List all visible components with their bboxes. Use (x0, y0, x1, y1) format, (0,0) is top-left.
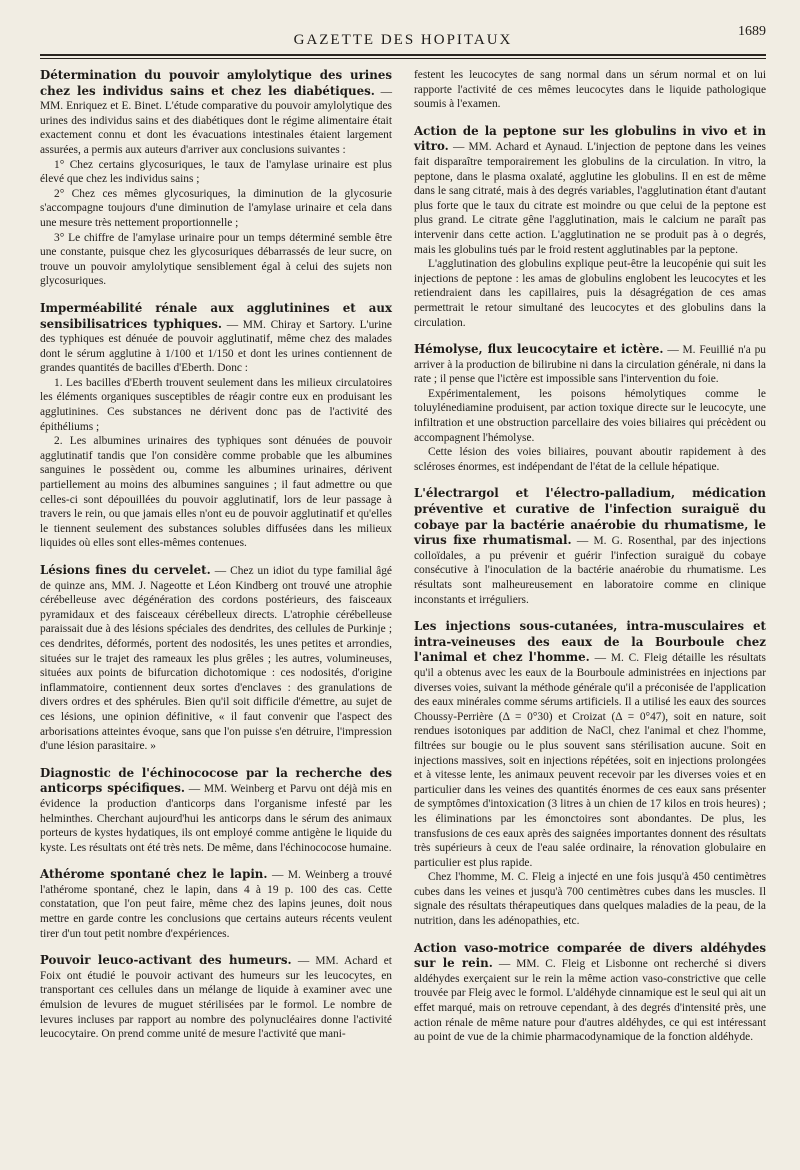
article (414, 486, 766, 607)
article-body: — M. C. Fleig détaille les résultats qu'il a obtenus avec les eaux de la Bourboule administrées en injections par diverses voies, suivant la méthode générale qu'il a préconisée de l'application des eaux minérales comme sérums artificiels. Il a utilisé les eaux des sources Choussy-Perrière (Δ = 0°30) et Croizat (Δ = 0°47), soit en nature, soit rendues isotoniques par addition de NaCl, chez l'animal et chez l'homme, filtrées sur bougie ou le plus souvent sans stérilisation aucune. Soit en injections massives, soit en injections répétées, soit en injections prolongées et à vitesse lente, les animaux peuvent recevoir par les diverses voies et en particulier dans les veines des quantités énormes de ces eaux sans présenter de symptômes d'intoxication (3 litres à un chien de 17 kilos en trois heures) ; les éliminations par les émonctoires sont abondantes. De plus, les transfusions de ces eaux après des saignées importantes donnent des résultats très supérieurs à ceux de l'eau salée ordinaire, la rénovation globulaire en particulier est plus rapide. (414, 652, 766, 869)
article-paragraph (40, 187, 392, 231)
article-body: — MM. Achard et Foix ont étudié le pouvoir activant des humeurs sur les leucocytes, en transportant ces cellules dans un mélange de liquide à examiner avec une émulsion de levures de muguet stérilisées par le formol. Le nombre de levures incluses par rapport au nombre des polynucléaires donne l'activité leucocytaire. On prend comme unité de mesure l'activité que mani- (40, 955, 392, 1041)
article-heading: Hémolyse, flux leucocytaire et ictère. (414, 342, 664, 357)
article-paragraph (40, 376, 392, 434)
article-body: — M. Feuillié n'a pu arriver à la production de bilirubine ni dans la circulation générale, ni dans la rate ; il pense que l'ictère est impossible sans l'intervention du foie. (414, 344, 766, 386)
article-paragraph (40, 953, 392, 1042)
article-body: 1° Chez certains glycosuriques, le taux de l'amylase urinaire est plus élevé que chez les individus sains ; (40, 158, 392, 186)
article-body: — MM. Chiray et Sartory. L'urine des typhiques est dénuée de pouvoir agglutinatif, même chez des malades dont le sérum agglutine à 1/100 et 1/150 et dont les urines contiennent de grandes quantités de bacilles d'Eberth. Donc : (40, 318, 392, 375)
article-body: — MM. Achard et Aynaud. L'injection de peptone dans les veines fait disparaître temporairement les globulins de la circulation. In vitro, la peptone, dans le plasma oxalaté, agglutine les globulins. Il en est de même dans le sang citraté, mais à des degrés variables, l'agglutination étant d'autant plus forte que le taux du citrate est moindre ou que celui de la peptone est plus grand. Le citrate gêne l'agglutination, mais le calcium ne paraît pas intervenir dans cette action. L'agglutination ne se produit pas à o degrés, mais les globulins tués par le froid restent agglutinables par la peptone. (414, 141, 766, 256)
article (414, 619, 766, 928)
article-body: — MM. C. Fleig et Lisbonne ont recherché si divers aldéhydes exerçaient sur le rein la même action vaso-constrictive que celle trouvée par Fleig avec le formol. L'aldéhyde cinnamique est le seul qui ait un effet marqué, mais on retrouve cependant, à des degrés d'intensité près, une action rénale de même nature pour d'autres aldéhydes, ce qui est intéressant au point de vue de la chimie pharmacodynamique de la fonction aldéhyde. (414, 958, 766, 1044)
page-header (40, 0, 766, 58)
article-heading: Lésions fines du cervelet. (40, 563, 211, 577)
article-heading: Imperméabilité rénale aux agglutinines et aux sensibilisatrices typhiques. (40, 300, 392, 331)
article-paragraph (40, 434, 392, 551)
article-body: 3° Le chiffre de l'amylase urinaire pour un temps déterminé semble être une constante, puisque chez les glycosuriques débarrassés de leur sucre, on trouve un pouvoir amylolytique sensiblement égal à celui des sujets non glycosuriques. (40, 231, 392, 288)
article-heading: Diagnostic de l'échinococose par la recherche des anticorps spécifiques. (40, 765, 392, 796)
journal-title: GAZETTE DES HOPITAUX (293, 32, 513, 48)
article-paragraph (414, 486, 766, 607)
article-paragraph (40, 867, 392, 941)
article-body: 1. Les bacilles d'Eberth trouvent seulement dans les milieux circulatoires les éléments organiques susceptibles de réagir contre eux en produisant les agglutinines. Ces substances ne dérivent donc pas de l'activité des épithéliums ; (40, 376, 392, 433)
article-body: festent les leucocytes de sang normal dans un sérum normal et on lui rapporte l'activité de ces mêmes leucocytes dans le liquide pathologique soumis à l'examen. (414, 69, 766, 111)
article (40, 68, 392, 289)
article-body: — Chez un idiot du type familial âgé de quinze ans, MM. J. Nageotte et Léon Kindberg ont trouvé une atrophie cérébelleuse avec dégénération des cordons postérieurs, des faisceaux pyramidaux et des faisceaux cérébelleux directs. L'atrophie cérébelleuse paraissait due à des lésions spéciales des dendrites, des cellules de Purkinje ; ces dendrites, déformés, portent des nodosités, les unes petites et arrondies, situées sur le trajet des rameaux les plus grêles ; les autres, volumineuses, situées aux points de bifurcation dichotomique : ces nodosités, d'origine inflammatoire, contiennent deux sortes d'enclaves : des granulations de divers ordres et des sphérules. Bien qu'il soit difficile d'émettre, au sujet de ces lésions, une opinion définitive, « il faut convenir que l'aspect des arborisations atteintes évoque, sans que l'on puisse s'en détruire, l'impression d'une lésion parasitaire. » (40, 565, 392, 753)
article-paragraph (414, 342, 766, 387)
header-rule-thin (40, 58, 766, 59)
article-body: L'agglutination des globulins explique peut-être la leucopénie qui suit les injections de peptone : les amas de globulins englobent les leucocytes et les retiendraient dans les capillaires, puis la désagrégation de ces amas permettrait le retour simultané des leucocytes et des globulins dans la circulation. (414, 258, 766, 329)
article-body: 2° Chez ces mêmes glycosuriques, la diminution de la glycosurie s'accompagne toujours d'une diminution de l'amylase urinaire et cela dans une mesure très nettement proportionnelle ; (40, 187, 392, 229)
article (40, 953, 392, 1042)
article-heading: Détermination du pouvoir amylolytique des urines chez les individus sains et chez les diabétiques. (40, 68, 392, 98)
article-body: Cette lésion des voies biliaires, pouvant aboutir rapidement à des scléroses énormes, est indépendant de l'état de la cellule hépatique. (414, 446, 766, 473)
article-paragraph (40, 766, 392, 856)
article-body: — MM. Enriquez et E. Binet. L'étude comparative du pouvoir amylolytique des urines des individus sains et des diabétiques dont le régime alimentaire était exactement connu et dont les évacuations intestinales étaient largement assurées, a permis aux auteurs d'arriver aux conclusions suivantes : (40, 85, 392, 156)
article-heading: Pouvoir leuco-activant des humeurs. (40, 953, 292, 968)
article-paragraph (414, 870, 766, 928)
article-heading: Athérome spontané chez le lapin. (40, 867, 268, 882)
article-paragraph (414, 941, 766, 1045)
article-body: — M. G. Rosenthal, par des injections colloïdales, a pu prévenir et guérir l'infection suraiguë du cobaye consécutive à l'inoculation de la bactérie anaérobie du rhumatisme. Les résultats sont malheureusement en laboratoire comme en clinique inconstants et irréguliers. (414, 535, 766, 606)
article-paragraph (414, 257, 766, 330)
article-paragraph (414, 124, 766, 257)
right-column (414, 68, 766, 1057)
article (414, 68, 766, 112)
article (40, 766, 392, 856)
article-paragraph (40, 68, 392, 158)
article-paragraph (40, 158, 392, 187)
article-body: Chez l'homme, M. C. Fleig a injecté en une fois jusqu'à 450 centimètres cubes dans les veines et jusqu'à 700 centimètres cubes dans les muscles. Il signale des résultats thérapeutiques dans quelques maladies de la peau, de la nutrition, dans les adénopathies, etc. (414, 871, 766, 928)
article-body: 2. Les albumines urinaires des typhiques sont dénuées de pouvoir agglutinatif tandis que l'on considère comme probable que les albumines sanguines le possèdent ou, comme les albumines urinaires, dérivent partiellement au moins des albumines sanguines ; il faut admettre ou que celles-ci sont dépouillées du pouvoir agglutinatif, lors de leur passage à travers le rein, ou que jamais elles n'ont eu de pouvoir agglutinatif et qu'elles le tiennent seulement des substances solubles diffusées dans les milieux liquides où elles sont elles-mêmes contenues. (40, 435, 392, 550)
article (40, 301, 392, 551)
article (414, 124, 766, 330)
article-paragraph (414, 445, 766, 474)
header-rule (40, 54, 766, 56)
article (40, 867, 392, 941)
article-paragraph (414, 68, 766, 112)
article-paragraph (40, 231, 392, 289)
article (414, 941, 766, 1045)
article-heading: Action vaso-motrice comparée de divers aldéhydes sur le rein. (414, 940, 766, 971)
article-paragraph (40, 301, 392, 376)
article-paragraph (414, 387, 766, 445)
article-paragraph (40, 563, 392, 754)
article-heading: Les injections sous-cutanées, intra-musculaires et intra-veineuses des eaux de la Bourboule chez l'animal et chez l'homme. (414, 619, 766, 665)
article-body: — M. Weinberg a trouvé l'athérome spontané, chez le lapin, dans 4 à 19 p. 100 des cas. Cette constatation, que l'on peut faire, même chez des lapins jeunes, doit nous mettre en garde contre les conclusions que certains auteurs récents veulent tirer d'un tout petit nombre d'expériences. (40, 869, 392, 940)
article-heading: Action de la peptone sur les globulins in vivo et in vitro. (414, 123, 766, 154)
text-columns (40, 68, 766, 1057)
article (40, 563, 392, 754)
left-column (40, 68, 392, 1057)
page-number: 1689 (738, 24, 766, 39)
article-body: — MM. Weinberg et Parvu ont déjà mis en évidence la production d'anticorps dans l'organisme infesté par les helminthes. Cherchant aujourd'hui les anticorps dans le sérum des animaux porteurs de kystes hydatiques, ils ont employé comme antigène le liquide du kyste. Les résultats ont été très nets. De même, dans l'échinococose humaine. (40, 783, 392, 854)
article-paragraph (414, 619, 766, 870)
article-heading: L'électrargol et l'électro-palladium, médication préventive et curative de l'infection suraiguë du cobaye par la bactérie anaérobie du rhumatisme, le virus fixe rhumatismal. (414, 486, 766, 548)
article-body: Expérimentalement, les poisons hémolytiques comme le toluylénediamine produisent, par action toxique directe sur le leucocyte, une infiltration et une obstruction parcellaire des voies biliaires qui précèdent ou accompagnent l'hémolyse. (414, 387, 766, 444)
article (414, 342, 766, 474)
